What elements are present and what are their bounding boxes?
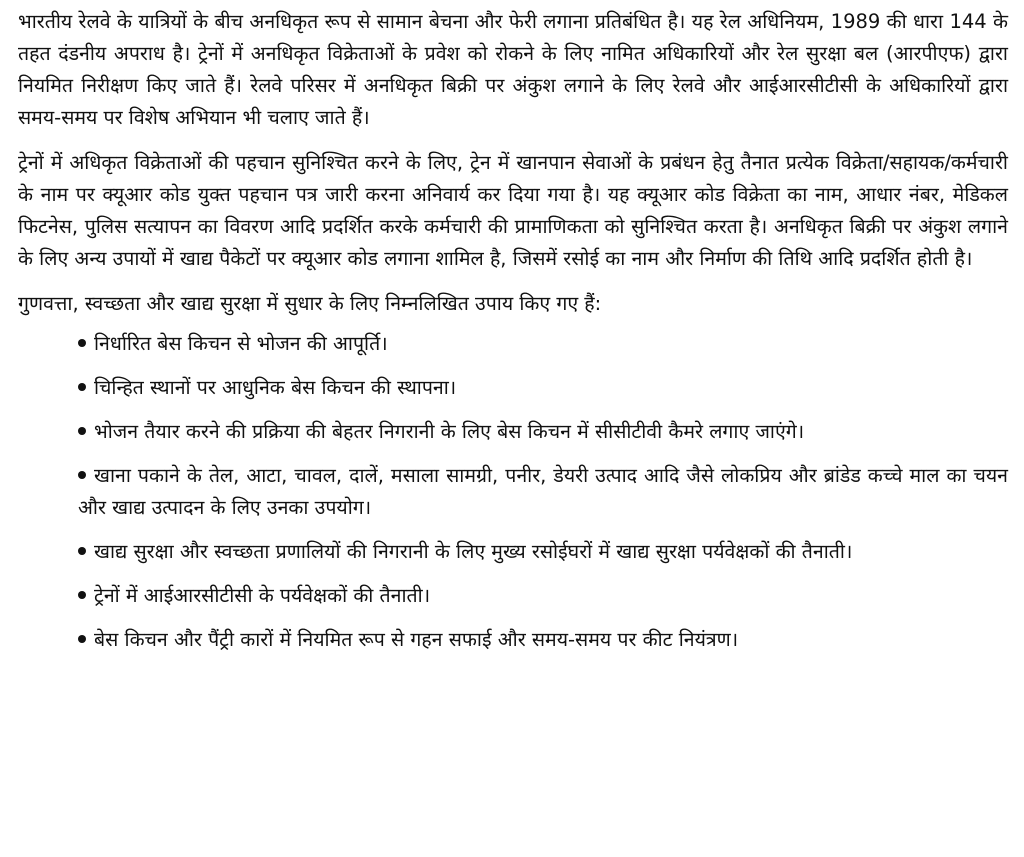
list-item	[18, 372, 1008, 404]
list-item	[18, 624, 1008, 656]
list-item	[18, 536, 1008, 568]
list-item	[18, 460, 1008, 524]
list-item-text: चिन्हित स्थानों पर आधुनिक बेस किचन की स्थापना।	[94, 376, 457, 399]
bullet-icon	[78, 471, 86, 479]
list-item-text: निर्धारित बेस किचन से भोजन की आपूर्ति।	[94, 332, 388, 355]
document-body	[18, 6, 1008, 668]
list-item-text: भोजन तैयार करने की प्रक्रिया की बेहतर निगरानी के लिए बेस किचन में सीसीटीवी कैमरे लगाए जाएंगे।	[94, 420, 805, 443]
list-item-text: खाना पकाने के तेल, आटा, चावल, दालें, मसाला सामग्री, पनीर, डेयरी उत्पाद आदि जैसे लोकप्रिय और ब्रांडेड कच्चे माल का चयन और खाद्य उत्पादन के लिए उनका उपयोग।	[78, 464, 1008, 519]
bullet-icon	[78, 547, 86, 555]
paragraph-unauthorized-vending: भारतीय रेलवे के यात्रियों के बीच अनधिकृत रूप से सामान बेचना और फेरी लगाना प्रतिबंधित है। यह रेल अधिनियम, 1989 की धारा 144 के तहत दंडनीय अपराध है। ट्रेनों में अनधिकृत विक्रेताओं के प्रवेश को रोकने के लिए नामित अधिकारियों और रेल सुरक्षा बल (आरपीएफ) द्वारा नियमित निरीक्षण किए जाते हैं। रेलवे परिसर में अनधिकृत बिक्री पर अंकुश लगाने के लिए रेलवे और आईआरसीटीसी के अधिकारियों द्वारा समय-समय पर विशेष अभियान भी चलाए जाते हैं।	[18, 10, 1008, 129]
list-item-text: ट्रेनों में आईआरसीटीसी के पर्यवेक्षकों की तैनाती।	[94, 584, 431, 607]
list-item-text: बेस किचन और पैंट्री कारों में नियमित रूप से गहन सफाई और समय-समय पर कीट नियंत्रण।	[94, 628, 739, 651]
bullet-icon	[78, 427, 86, 435]
bullet-icon	[78, 339, 86, 347]
bullet-icon	[78, 635, 86, 643]
bullet-icon	[78, 591, 86, 599]
list-item	[18, 416, 1008, 448]
list-intro: गुणवत्ता, स्वच्छता और खाद्य सुरक्षा में सुधार के लिए निम्नलिखित उपाय किए गए हैं:	[18, 292, 602, 315]
list-item	[18, 580, 1008, 612]
bullet-icon	[78, 383, 86, 391]
measures-list	[18, 328, 1008, 656]
paragraph-qr-id-cards: ट्रेनों में अधिकृत विक्रेताओं की पहचान सुनिश्चित करने के लिए, ट्रेन में खानपान सेवाओं के प्रबंधन हेतु तैनात प्रत्येक विक्रेता/सहायक/कर्मचारी के नाम पर क्यूआर कोड युक्त पहचान पत्र जारी करना अनिवार्य कर दिया गया है। यह क्यूआर कोड विक्रेता का नाम, आधार नंबर, मेडिकल फिटनेस, पुलिस सत्यापन का विवरण आदि प्रदर्शित करके कर्मचारी की प्रामाणिकता को सुनिश्चित करता है। अनधिकृत बिक्री पर अंकुश लगाने के लिए अन्य उपायों में खाद्य पैकेटों पर क्यूआर कोड लगाना शामिल है, जिसमें रसोई का नाम और निर्माण की तिथि आदि प्रदर्शित होती है।	[18, 151, 1008, 270]
list-item-text: खाद्य सुरक्षा और स्वच्छता प्रणालियों की निगरानी के लिए मुख्य रसोईघरों में खाद्य सुरक्षा पर्यवेक्षकों की तैनाती।	[94, 540, 853, 563]
list-item	[18, 328, 1008, 360]
